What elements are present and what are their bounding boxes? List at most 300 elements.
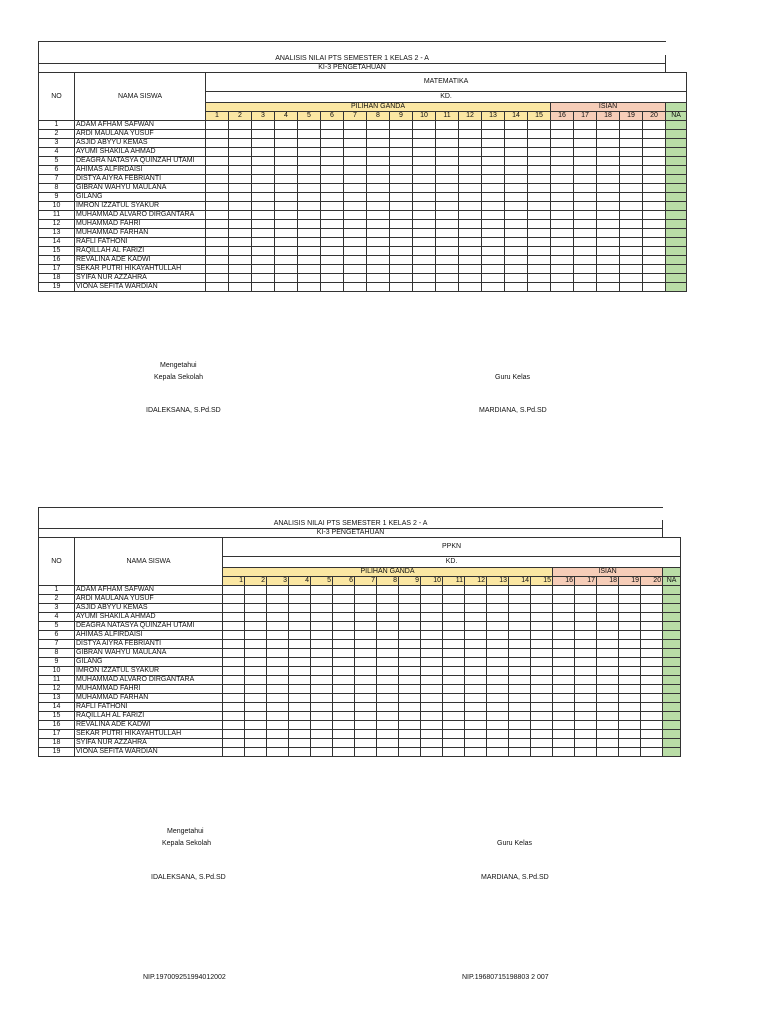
score-cell[interactable] [298,193,321,202]
score-cell[interactable] [333,739,355,748]
score-cell[interactable] [206,139,229,148]
score-cell[interactable] [289,586,311,595]
score-cell[interactable] [436,148,459,157]
score-cell[interactable] [267,658,289,667]
score-cell[interactable] [344,175,367,184]
score-cell[interactable] [528,256,551,265]
score-cell[interactable] [275,238,298,247]
score-cell[interactable] [344,130,367,139]
score-cell[interactable] [252,202,275,211]
score-cell[interactable] [482,184,505,193]
score-cell[interactable] [597,631,619,640]
score-cell[interactable] [413,265,436,274]
score-cell[interactable] [505,121,528,130]
score-cell[interactable] [528,247,551,256]
score-cell[interactable] [643,274,666,283]
score-cell[interactable] [505,175,528,184]
score-cell[interactable] [399,721,421,730]
score-cell[interactable] [509,604,531,613]
score-cell[interactable] [245,649,267,658]
score-cell[interactable] [390,157,413,166]
score-cell[interactable] [465,613,487,622]
score-cell[interactable] [289,730,311,739]
score-cell[interactable] [597,130,620,139]
score-cell[interactable] [399,748,421,757]
score-cell[interactable] [367,175,390,184]
score-cell[interactable] [443,640,465,649]
score-cell[interactable] [436,193,459,202]
score-cell[interactable] [620,193,643,202]
score-cell[interactable] [399,667,421,676]
score-cell[interactable] [206,166,229,175]
score-cell[interactable] [311,694,333,703]
score-cell[interactable] [553,640,575,649]
score-cell[interactable] [597,175,620,184]
score-cell[interactable] [443,622,465,631]
score-cell[interactable] [482,220,505,229]
score-cell[interactable] [597,193,620,202]
score-cell[interactable] [509,667,531,676]
score-cell[interactable] [298,184,321,193]
score-cell[interactable] [597,595,619,604]
na-score-cell[interactable] [663,640,681,649]
score-cell[interactable] [505,238,528,247]
score-cell[interactable] [421,667,443,676]
score-cell[interactable] [275,220,298,229]
score-cell[interactable] [421,676,443,685]
score-cell[interactable] [344,256,367,265]
score-cell[interactable] [311,730,333,739]
score-cell[interactable] [390,229,413,238]
score-cell[interactable] [505,274,528,283]
score-cell[interactable] [574,256,597,265]
score-cell[interactable] [575,721,597,730]
score-cell[interactable] [551,256,574,265]
score-cell[interactable] [482,175,505,184]
score-cell[interactable] [245,622,267,631]
score-cell[interactable] [482,202,505,211]
score-cell[interactable] [390,265,413,274]
score-cell[interactable] [252,166,275,175]
score-cell[interactable] [377,676,399,685]
score-cell[interactable] [367,148,390,157]
score-cell[interactable] [465,676,487,685]
score-cell[interactable] [436,256,459,265]
score-cell[interactable] [289,649,311,658]
score-cell[interactable] [252,121,275,130]
score-cell[interactable] [321,265,344,274]
score-cell[interactable] [553,613,575,622]
score-cell[interactable] [443,748,465,757]
score-cell[interactable] [399,631,421,640]
score-cell[interactable] [487,703,509,712]
score-cell[interactable] [229,157,252,166]
score-cell[interactable] [289,703,311,712]
score-cell[interactable] [619,739,641,748]
score-cell[interactable] [531,721,553,730]
score-cell[interactable] [206,184,229,193]
score-cell[interactable] [223,730,245,739]
score-cell[interactable] [229,256,252,265]
score-cell[interactable] [575,622,597,631]
score-cell[interactable] [553,748,575,757]
na-score-cell[interactable] [663,658,681,667]
na-score-cell[interactable] [666,247,687,256]
na-score-cell[interactable] [666,229,687,238]
score-cell[interactable] [436,265,459,274]
score-cell[interactable] [641,604,663,613]
score-cell[interactable] [413,175,436,184]
score-cell[interactable] [465,667,487,676]
score-cell[interactable] [413,211,436,220]
score-cell[interactable] [252,238,275,247]
score-cell[interactable] [289,622,311,631]
score-cell[interactable] [377,694,399,703]
score-cell[interactable] [574,148,597,157]
score-cell[interactable] [275,175,298,184]
score-cell[interactable] [344,166,367,175]
score-cell[interactable] [223,739,245,748]
score-cell[interactable] [597,166,620,175]
score-cell[interactable] [597,247,620,256]
score-cell[interactable] [311,748,333,757]
score-cell[interactable] [377,685,399,694]
score-cell[interactable] [643,166,666,175]
score-cell[interactable] [298,148,321,157]
score-cell[interactable] [413,121,436,130]
score-cell[interactable] [509,676,531,685]
score-cell[interactable] [275,265,298,274]
score-cell[interactable] [229,238,252,247]
score-cell[interactable] [465,649,487,658]
score-cell[interactable] [333,586,355,595]
score-cell[interactable] [298,121,321,130]
na-score-cell[interactable] [666,193,687,202]
score-cell[interactable] [390,256,413,265]
score-cell[interactable] [367,229,390,238]
score-cell[interactable] [619,622,641,631]
score-cell[interactable] [641,595,663,604]
score-cell[interactable] [298,256,321,265]
score-cell[interactable] [421,649,443,658]
score-cell[interactable] [390,283,413,292]
score-cell[interactable] [298,175,321,184]
score-cell[interactable] [643,121,666,130]
score-cell[interactable] [459,139,482,148]
score-cell[interactable] [267,730,289,739]
score-cell[interactable] [641,748,663,757]
score-cell[interactable] [275,166,298,175]
score-cell[interactable] [344,220,367,229]
score-cell[interactable] [553,595,575,604]
score-cell[interactable] [377,622,399,631]
score-cell[interactable] [344,148,367,157]
score-cell[interactable] [390,211,413,220]
score-cell[interactable] [575,613,597,622]
score-cell[interactable] [421,604,443,613]
score-cell[interactable] [377,703,399,712]
na-score-cell[interactable] [666,157,687,166]
score-cell[interactable] [355,631,377,640]
score-cell[interactable] [531,748,553,757]
score-cell[interactable] [390,274,413,283]
score-cell[interactable] [551,166,574,175]
score-cell[interactable] [553,622,575,631]
score-cell[interactable] [355,748,377,757]
score-cell[interactable] [531,685,553,694]
score-cell[interactable] [399,640,421,649]
score-cell[interactable] [551,229,574,238]
score-cell[interactable] [574,283,597,292]
score-cell[interactable] [321,229,344,238]
score-cell[interactable] [267,748,289,757]
score-cell[interactable] [553,730,575,739]
score-cell[interactable] [465,721,487,730]
score-cell[interactable] [245,631,267,640]
na-score-cell[interactable] [663,649,681,658]
na-score-cell[interactable] [666,202,687,211]
score-cell[interactable] [531,676,553,685]
score-cell[interactable] [267,604,289,613]
score-cell[interactable] [643,139,666,148]
score-cell[interactable] [551,283,574,292]
score-cell[interactable] [505,247,528,256]
score-cell[interactable] [223,667,245,676]
score-cell[interactable] [289,748,311,757]
score-cell[interactable] [344,121,367,130]
score-cell[interactable] [289,676,311,685]
score-cell[interactable] [505,220,528,229]
score-cell[interactable] [597,256,620,265]
score-cell[interactable] [443,586,465,595]
score-cell[interactable] [641,730,663,739]
score-cell[interactable] [465,739,487,748]
score-cell[interactable] [643,211,666,220]
score-cell[interactable] [436,229,459,238]
score-cell[interactable] [206,157,229,166]
score-cell[interactable] [575,595,597,604]
score-cell[interactable] [482,256,505,265]
score-cell[interactable] [206,220,229,229]
score-cell[interactable] [487,631,509,640]
score-cell[interactable] [643,265,666,274]
score-cell[interactable] [459,274,482,283]
score-cell[interactable] [505,229,528,238]
score-cell[interactable] [551,220,574,229]
score-cell[interactable] [311,640,333,649]
score-cell[interactable] [223,712,245,721]
score-cell[interactable] [459,229,482,238]
na-score-cell[interactable] [666,211,687,220]
score-cell[interactable] [206,148,229,157]
score-cell[interactable] [355,622,377,631]
score-cell[interactable] [641,631,663,640]
score-cell[interactable] [509,721,531,730]
score-cell[interactable] [531,586,553,595]
score-cell[interactable] [620,247,643,256]
score-cell[interactable] [367,121,390,130]
score-cell[interactable] [377,604,399,613]
score-cell[interactable] [206,265,229,274]
score-cell[interactable] [229,139,252,148]
score-cell[interactable] [252,130,275,139]
score-cell[interactable] [355,586,377,595]
score-cell[interactable] [482,193,505,202]
score-cell[interactable] [289,712,311,721]
score-cell[interactable] [551,202,574,211]
na-score-cell[interactable] [666,130,687,139]
score-cell[interactable] [528,220,551,229]
score-cell[interactable] [619,649,641,658]
score-cell[interactable] [575,694,597,703]
score-cell[interactable] [275,211,298,220]
score-cell[interactable] [531,604,553,613]
score-cell[interactable] [298,283,321,292]
score-cell[interactable] [399,586,421,595]
score-cell[interactable] [367,202,390,211]
score-cell[interactable] [509,712,531,721]
score-cell[interactable] [245,730,267,739]
score-cell[interactable] [245,685,267,694]
score-cell[interactable] [619,721,641,730]
score-cell[interactable] [465,604,487,613]
score-cell[interactable] [620,139,643,148]
score-cell[interactable] [390,148,413,157]
score-cell[interactable] [245,703,267,712]
score-cell[interactable] [223,748,245,757]
score-cell[interactable] [245,595,267,604]
score-cell[interactable] [643,130,666,139]
score-cell[interactable] [443,694,465,703]
score-cell[interactable] [333,667,355,676]
score-cell[interactable] [206,229,229,238]
score-cell[interactable] [229,193,252,202]
score-cell[interactable] [574,238,597,247]
score-cell[interactable] [597,748,619,757]
score-cell[interactable] [289,640,311,649]
score-cell[interactable] [421,712,443,721]
score-cell[interactable] [333,685,355,694]
score-cell[interactable] [333,604,355,613]
score-cell[interactable] [509,649,531,658]
score-cell[interactable] [377,730,399,739]
score-cell[interactable] [619,586,641,595]
score-cell[interactable] [551,247,574,256]
score-cell[interactable] [643,256,666,265]
score-cell[interactable] [377,586,399,595]
score-cell[interactable] [252,256,275,265]
score-cell[interactable] [421,739,443,748]
score-cell[interactable] [574,175,597,184]
score-cell[interactable] [421,640,443,649]
score-cell[interactable] [223,631,245,640]
score-cell[interactable] [367,283,390,292]
score-cell[interactable] [436,220,459,229]
score-cell[interactable] [267,685,289,694]
score-cell[interactable] [267,703,289,712]
score-cell[interactable] [344,157,367,166]
score-cell[interactable] [223,613,245,622]
score-cell[interactable] [619,604,641,613]
na-score-cell[interactable] [666,283,687,292]
score-cell[interactable] [505,184,528,193]
score-cell[interactable] [399,658,421,667]
score-cell[interactable] [229,202,252,211]
score-cell[interactable] [465,712,487,721]
score-cell[interactable] [421,730,443,739]
score-cell[interactable] [459,157,482,166]
score-cell[interactable] [275,283,298,292]
score-cell[interactable] [528,166,551,175]
score-cell[interactable] [509,622,531,631]
score-cell[interactable] [436,184,459,193]
score-cell[interactable] [206,121,229,130]
score-cell[interactable] [487,604,509,613]
score-cell[interactable] [528,229,551,238]
score-cell[interactable] [275,247,298,256]
score-cell[interactable] [367,157,390,166]
score-cell[interactable] [528,265,551,274]
score-cell[interactable] [421,622,443,631]
score-cell[interactable] [553,739,575,748]
score-cell[interactable] [390,175,413,184]
score-cell[interactable] [528,274,551,283]
score-cell[interactable] [367,139,390,148]
score-cell[interactable] [289,595,311,604]
score-cell[interactable] [252,247,275,256]
score-cell[interactable] [298,202,321,211]
score-cell[interactable] [413,202,436,211]
score-cell[interactable] [367,247,390,256]
score-cell[interactable] [252,157,275,166]
score-cell[interactable] [275,148,298,157]
score-cell[interactable] [465,631,487,640]
score-cell[interactable] [619,685,641,694]
score-cell[interactable] [355,730,377,739]
score-cell[interactable] [311,667,333,676]
score-cell[interactable] [344,247,367,256]
score-cell[interactable] [597,229,620,238]
score-cell[interactable] [377,640,399,649]
score-cell[interactable] [443,685,465,694]
score-cell[interactable] [355,667,377,676]
score-cell[interactable] [487,721,509,730]
na-score-cell[interactable] [666,265,687,274]
score-cell[interactable] [421,658,443,667]
score-cell[interactable] [465,685,487,694]
score-cell[interactable] [641,658,663,667]
score-cell[interactable] [620,265,643,274]
score-cell[interactable] [206,193,229,202]
score-cell[interactable] [245,694,267,703]
score-cell[interactable] [620,238,643,247]
score-cell[interactable] [355,640,377,649]
score-cell[interactable] [487,712,509,721]
score-cell[interactable] [421,613,443,622]
score-cell[interactable] [399,676,421,685]
score-cell[interactable] [505,148,528,157]
score-cell[interactable] [344,283,367,292]
score-cell[interactable] [597,265,620,274]
score-cell[interactable] [443,730,465,739]
score-cell[interactable] [575,676,597,685]
score-cell[interactable] [252,229,275,238]
score-cell[interactable] [399,730,421,739]
score-cell[interactable] [487,694,509,703]
score-cell[interactable] [553,631,575,640]
score-cell[interactable] [344,211,367,220]
score-cell[interactable] [229,247,252,256]
